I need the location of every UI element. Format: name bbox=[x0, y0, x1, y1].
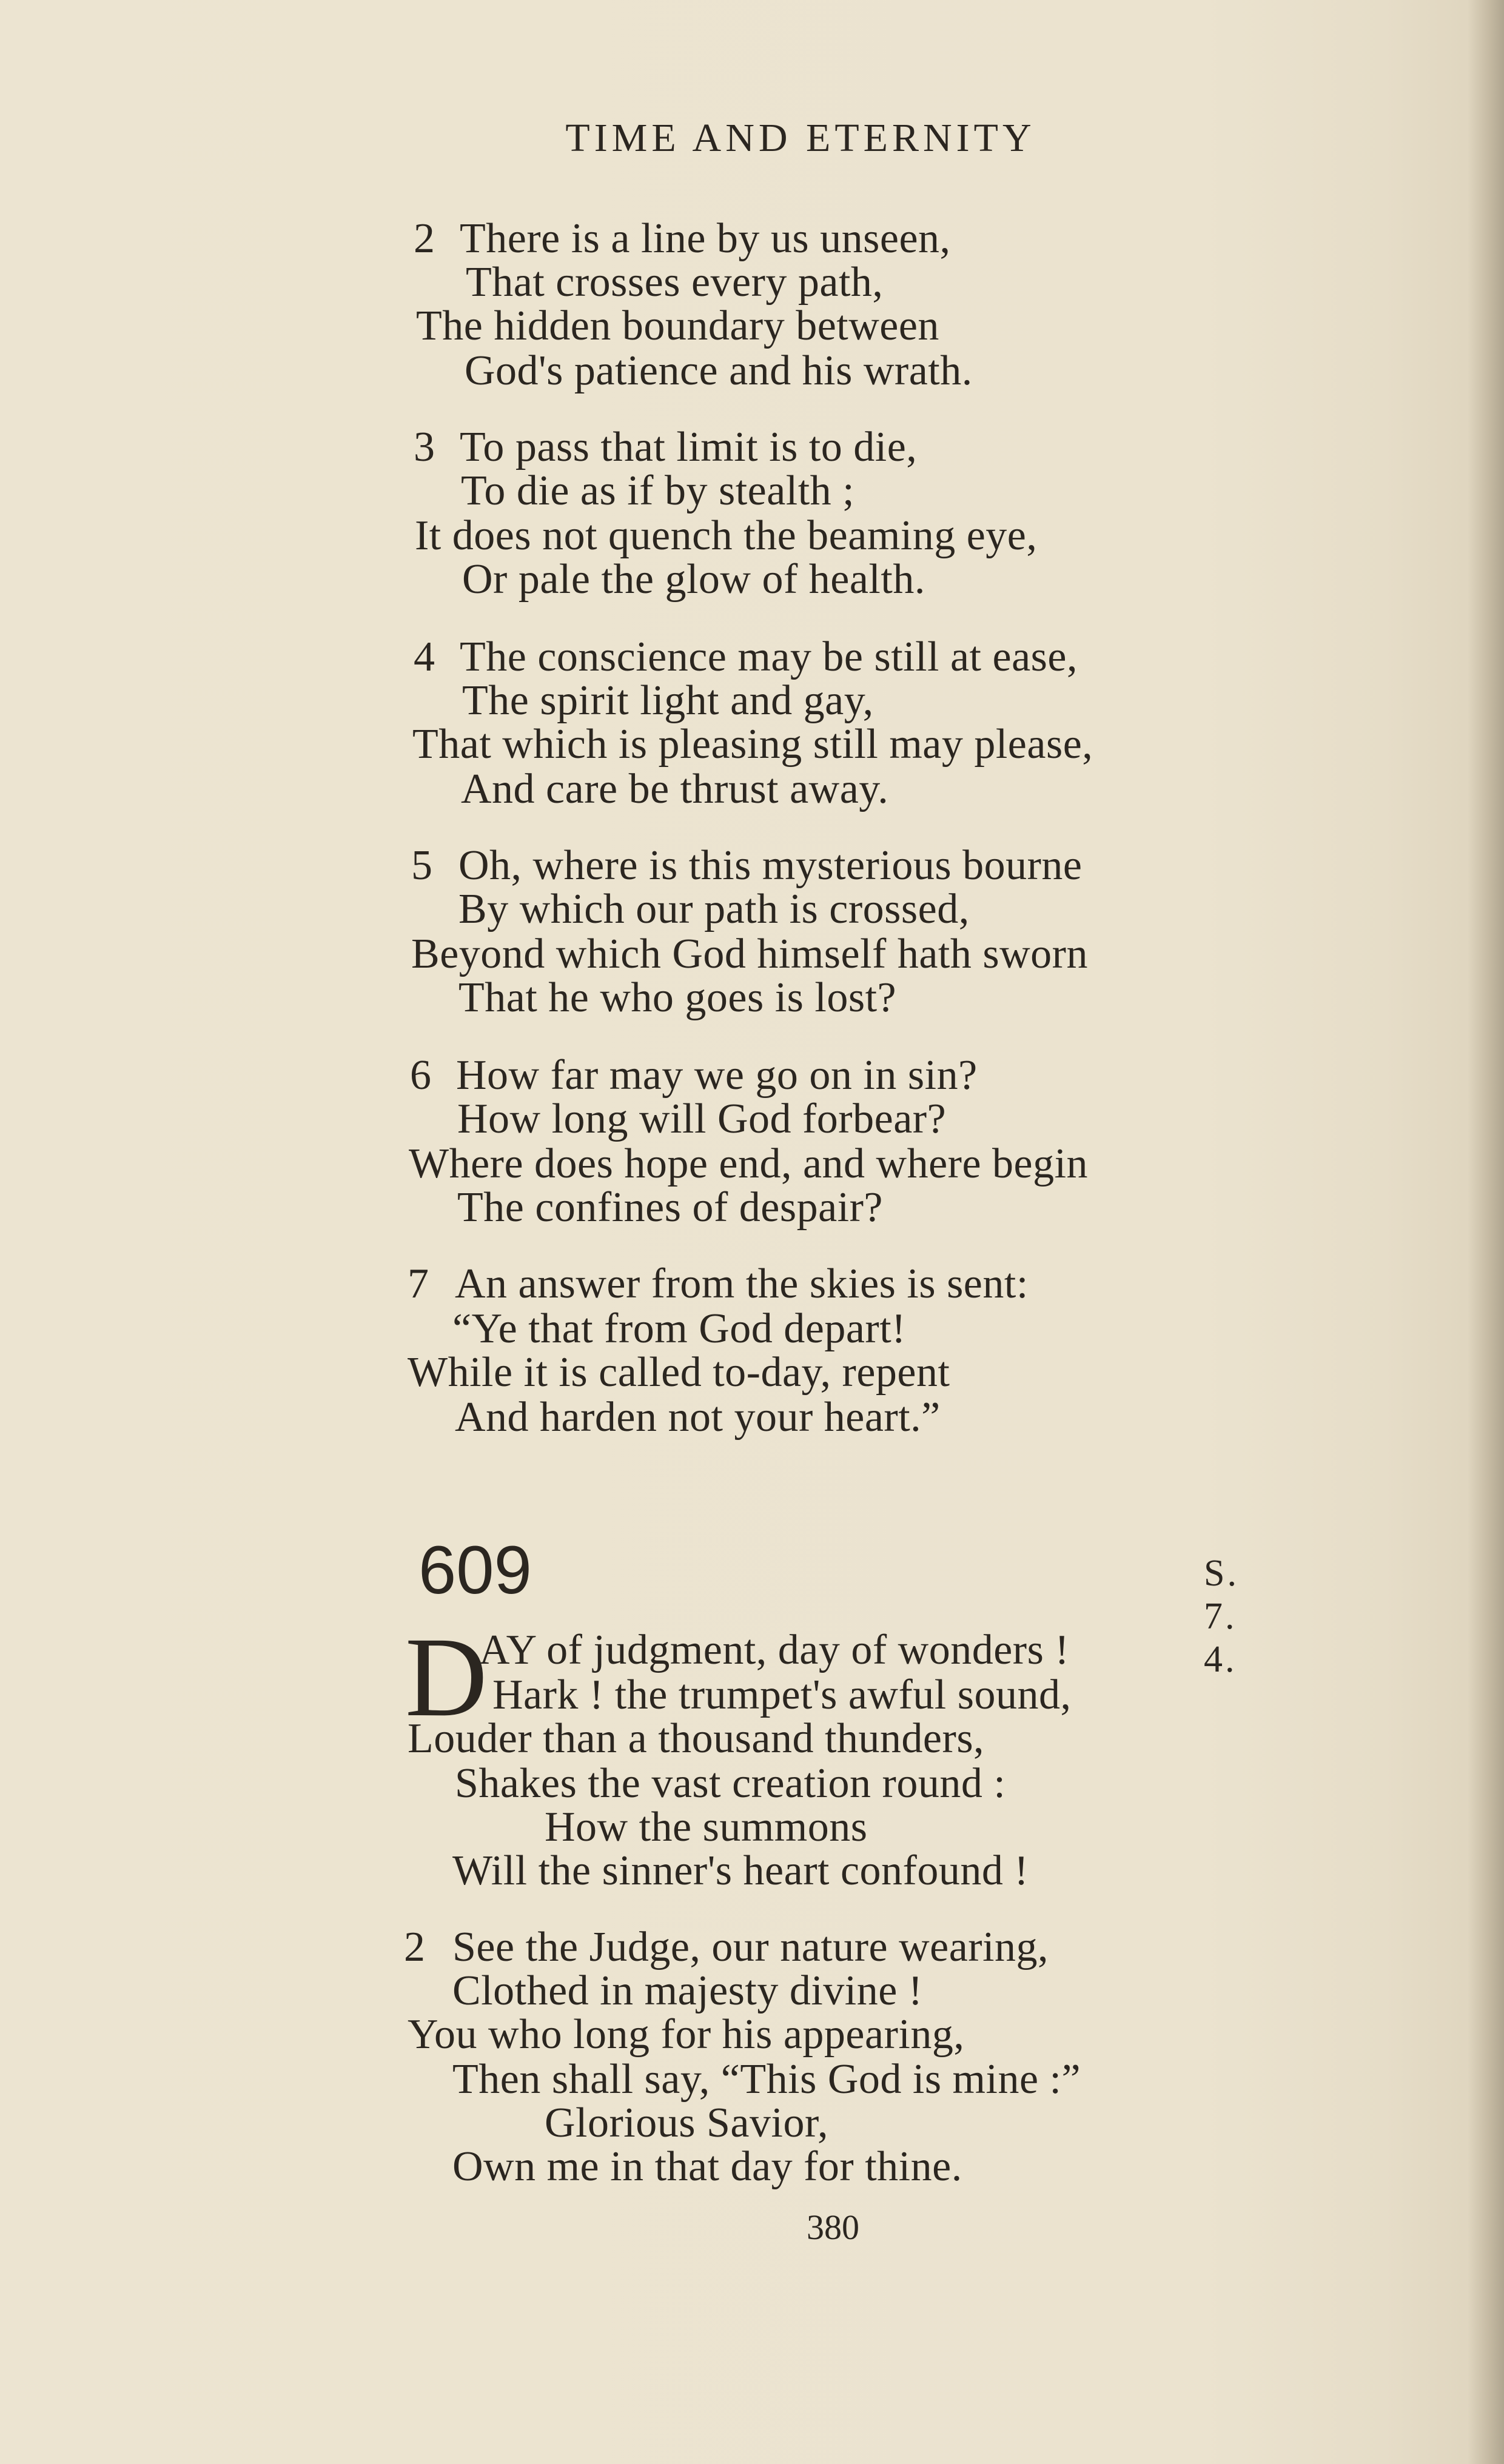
verse-line: That he who goes is lost? bbox=[458, 974, 897, 1021]
verse-line: Shakes the vast creation round : bbox=[455, 1760, 1006, 1807]
verse-line: You who long for his appearing, bbox=[408, 2011, 965, 2058]
verse-line: To pass that limit is to die, bbox=[460, 424, 918, 470]
hymn-number: 609 bbox=[418, 1532, 532, 1608]
verse-line: While it is called to-day, repent bbox=[408, 1349, 950, 1396]
verse-line: How long will God forbear? bbox=[457, 1096, 947, 1142]
verse-line: How the summons bbox=[545, 1804, 868, 1850]
hymn-meter: S. 7. 4. bbox=[1204, 1553, 1239, 1680]
book-gutter-shadow bbox=[1468, 0, 1504, 2464]
verse-line: Or pale the glow of health. bbox=[462, 556, 925, 603]
verse-line: Oh, where is this mysterious bourne bbox=[458, 842, 1083, 889]
stanza-number: 7 bbox=[408, 1260, 429, 1307]
verse-line: By which our path is crossed, bbox=[458, 886, 970, 932]
verse-line: To die as if by stealth ; bbox=[461, 467, 855, 514]
stanza-number: 3 bbox=[414, 424, 435, 470]
page-number: 380 bbox=[807, 2208, 859, 2247]
stanza-number: 5 bbox=[411, 842, 433, 889]
verse-line: AY of judgment, day of wonders ! bbox=[479, 1627, 1070, 1673]
verse-line: Where does hope end, and where begin bbox=[409, 1140, 1089, 1187]
verse-line: And care be thrust away. bbox=[461, 766, 889, 812]
verse-line: Glorious Savior, bbox=[545, 2100, 828, 2146]
verse-line: That crosses every path, bbox=[466, 259, 884, 306]
verse-line: God's patience and his wrath. bbox=[465, 347, 973, 394]
stanza-number: 2 bbox=[414, 215, 435, 262]
verse-line: Then shall say, “This God is mine :” bbox=[452, 2056, 1081, 2103]
verse-line: Will the sinner's heart confound ! bbox=[452, 1847, 1029, 1894]
verse-line: An answer from the skies is sent: bbox=[455, 1260, 1029, 1307]
verse-line: The hidden boundary between bbox=[416, 303, 939, 349]
verse-line: And harden not your heart.” bbox=[455, 1394, 941, 1441]
stanza-number: 2 bbox=[404, 1924, 426, 1970]
verse-line: Louder than a thousand thunders, bbox=[408, 1715, 985, 1762]
verse-line: Own me in that day for thine. bbox=[452, 2143, 962, 2190]
stanza-number: 6 bbox=[410, 1052, 432, 1099]
drop-cap: D bbox=[405, 1613, 488, 1740]
verse-line: How far may we go on in sin? bbox=[456, 1052, 978, 1099]
verse-line: See the Judge, our nature wearing, bbox=[452, 1924, 1049, 1970]
verse-line: The confines of despair? bbox=[457, 1184, 883, 1231]
running-head: TIME AND ETERNITY bbox=[565, 116, 1036, 160]
verse-line: Beyond which God himself hath sworn bbox=[411, 931, 1088, 977]
verse-line: There is a line by us unseen, bbox=[460, 215, 951, 262]
verse-line: “Ye that from God depart! bbox=[452, 1305, 906, 1352]
stanza-number: 4 bbox=[414, 634, 435, 680]
verse-line: Hark ! the trumpet's awful sound, bbox=[492, 1672, 1072, 1718]
verse-line: The conscience may be still at ease, bbox=[460, 634, 1078, 680]
verse-line: The spirit light and gay, bbox=[462, 677, 874, 724]
verse-line: That which is pleasing still may please, bbox=[412, 721, 1093, 768]
verse-line: It does not quench the beaming eye, bbox=[415, 512, 1038, 559]
verse-line: Clothed in majesty divine ! bbox=[452, 1967, 923, 2014]
